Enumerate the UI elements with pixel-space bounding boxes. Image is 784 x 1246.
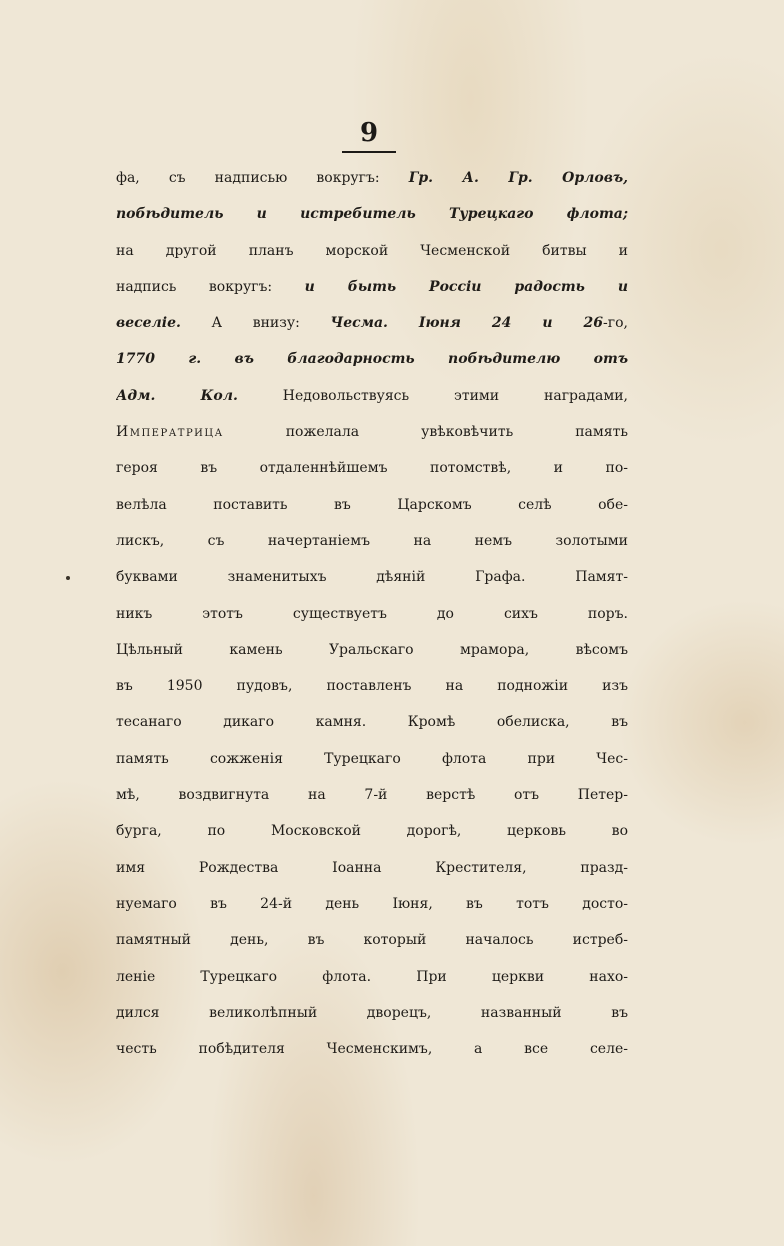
text-segment: памятный день, въ который началось истреб-	[116, 932, 628, 949]
ink-speck	[66, 576, 70, 580]
body-text	[116, 160, 628, 1067]
text-segment: надпись вокругъ:	[116, 278, 305, 295]
text-line	[116, 741, 628, 777]
text-line	[116, 269, 628, 305]
text-line	[116, 959, 628, 995]
text-segment: мѣ, воздвигнута на 7-й верстѣ отъ Петер-	[116, 787, 628, 804]
text-line	[116, 487, 628, 523]
text-segment: честь побѣдителя Чесменскимъ, а все селе-	[116, 1041, 628, 1058]
text-line	[116, 196, 628, 232]
text-segment: имя Рождества Іоанна Крестителя, празд-	[116, 859, 628, 876]
text-line	[116, 450, 628, 486]
text-segment: лискъ, съ начертаніемъ на немъ золотыми	[116, 532, 628, 549]
italic-text: побѣдитель и истребитель Турецкаго флота;	[116, 206, 628, 223]
italic-text: веселіе.	[116, 315, 181, 332]
text-segment: пожелала увѣковѣчить память	[223, 424, 628, 441]
text-segment: нуемаго въ 24-й день Іюня, въ тотъ досто-	[116, 895, 628, 912]
text-line	[116, 922, 628, 958]
text-line	[116, 305, 628, 341]
text-segment: бурга, по Московской дорогѣ, церковь во	[116, 823, 628, 840]
spaced-text: Императрица	[116, 424, 224, 441]
text-segment: тесанаго дикаго камня. Кромѣ обелиска, въ	[116, 714, 628, 731]
text-line	[116, 777, 628, 813]
text-segment: -го,	[603, 315, 628, 332]
text-segment: въ 1950 пудовъ, поставленъ на подножіи изъ	[116, 678, 628, 695]
text-line	[116, 233, 628, 269]
text-line	[116, 995, 628, 1031]
text-segment: дился великолѣпный дворецъ, названный въ	[116, 1004, 628, 1021]
text-line	[116, 559, 628, 595]
page-number-rule	[342, 151, 396, 153]
italic-text: Адм. Кол.	[116, 387, 238, 404]
text-segment: никъ этотъ существуетъ до сихъ поръ.	[116, 605, 628, 622]
text-segment: на другой планъ морской Чесменской битвы и	[116, 242, 628, 259]
text-segment: буквами знаменитыхъ дѣяній Графа. Памят-	[116, 569, 628, 586]
italic-text: и быть Россіи радость и	[304, 278, 628, 295]
text-line	[116, 850, 628, 886]
text-segment: фа, съ надписью вокругъ:	[116, 170, 409, 186]
text-line	[116, 414, 628, 450]
text-line	[116, 378, 628, 414]
text-segment: Цѣльный камень Уральскаго мрамора, вѣсомъ	[116, 641, 628, 658]
text-segment: велѣла поставить въ Царскомъ селѣ обе-	[116, 496, 628, 513]
text-segment: леніе Турецкаго флота. При церкви нахо-	[116, 968, 628, 985]
italic-text: Чесма. Іюня 24 и 26	[330, 315, 604, 332]
text-segment: А внизу:	[180, 315, 331, 332]
text-segment: героя въ отдаленнѣйшемъ потомствѣ, и по-	[116, 460, 628, 477]
italic-text: 1770 г. въ благодарность побѣдителю отъ	[116, 351, 628, 368]
text-segment: Недовольствуясь этими наградами,	[237, 387, 628, 404]
text-line	[116, 341, 628, 377]
text-line	[116, 160, 628, 196]
text-line	[116, 668, 628, 704]
text-line	[116, 523, 628, 559]
text-line	[116, 596, 628, 632]
text-segment: память сожженія Турецкаго флота при Чес-	[116, 750, 628, 767]
text-line	[116, 632, 628, 668]
text-line	[116, 1031, 628, 1067]
text-line	[116, 886, 628, 922]
text-line	[116, 704, 628, 740]
text-line	[116, 813, 628, 849]
page-number: 9	[359, 118, 379, 148]
italic-text: Гр. А. Гр. Орловъ,	[408, 170, 628, 186]
